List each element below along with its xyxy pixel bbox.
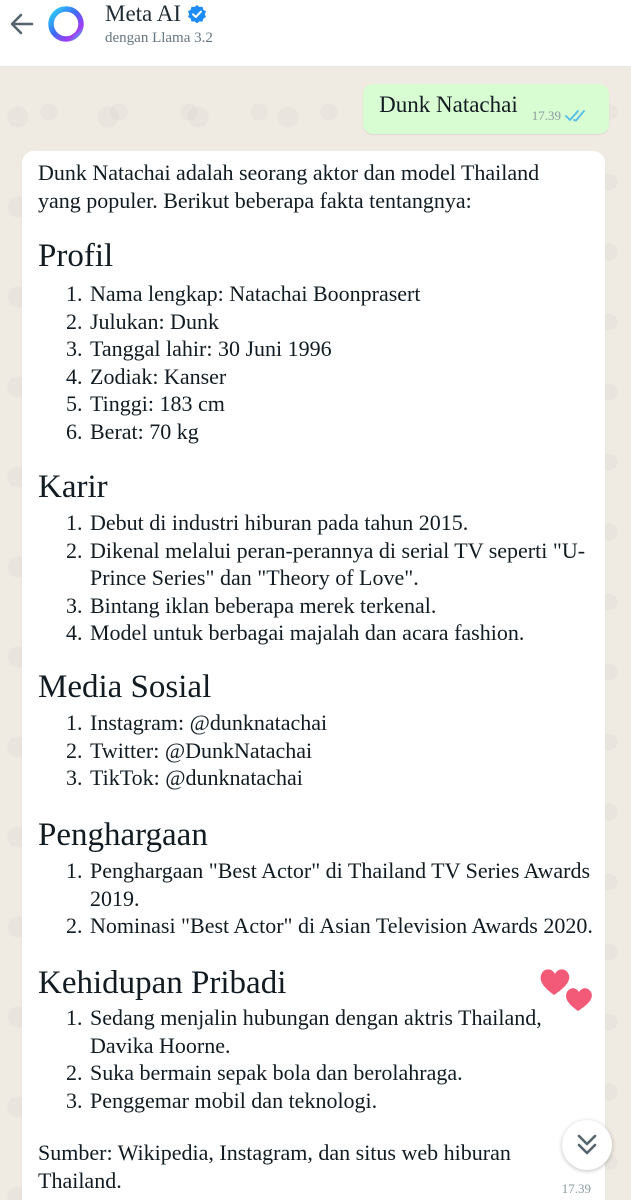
chat-subtitle: dengan Llama 3.2 xyxy=(105,30,213,46)
section-heading-media-sosial: Media Sosial xyxy=(38,669,212,705)
chat-header xyxy=(0,0,631,67)
list-item: 2. Dikenal melalui peran-perannya di serial TV seperti "U-Prince Series" dan "Theory of Love". xyxy=(88,537,598,592)
list-item: 4. Zodiak: Kanser xyxy=(88,363,598,391)
outgoing-meta xyxy=(532,108,591,124)
chat-title: Meta AI xyxy=(105,1,182,26)
list-item: 1. Debut di industri hiburan pada tahun 2015. xyxy=(88,509,598,537)
list-karir xyxy=(38,509,598,647)
list-profil xyxy=(38,280,598,445)
title-row[interactable] xyxy=(105,0,207,28)
list-item: 1. Penghargaan "Best Actor" di Thailand TV Series Awards 2019. xyxy=(88,857,598,912)
list-item: 6. Berat: 70 kg xyxy=(88,418,598,446)
list-item: 1. Sedang menjalin hubungan dengan aktris Thailand, Davika Hoorne. xyxy=(88,1004,598,1059)
double-chevron-down-icon xyxy=(575,1132,599,1158)
list-item: 2. Suka bermain sepak bola dan berolahraga. xyxy=(88,1059,598,1087)
intro-text: Dunk Natachai adalah seorang aktor dan model Thailand yang populer. Berikut beberapa fakta tentangnya: xyxy=(38,160,540,213)
list-item: 2. Twitter: @DunkNatachai xyxy=(88,737,598,765)
list-item: 1. Nama lengkap: Natachai Boonprasert xyxy=(88,280,598,308)
list-item: 5. Tinggi: 183 cm xyxy=(88,390,598,418)
section-heading-karir: Karir xyxy=(38,469,108,505)
back-arrow-icon[interactable] xyxy=(8,10,36,38)
list-item: 3. Tanggal lahir: 30 Juni 1996 xyxy=(88,335,598,363)
meta-ai-avatar[interactable] xyxy=(46,4,86,44)
scroll-down-button[interactable] xyxy=(562,1120,612,1170)
list-item: 4. Model untuk berbagai majalah dan acara fashion. xyxy=(88,619,598,647)
outgoing-message[interactable] xyxy=(363,84,609,134)
outgoing-message-text: Dunk Natachai xyxy=(379,92,518,117)
outgoing-time: 17.39 xyxy=(531,108,561,123)
list-item: 3. Bintang iklan beberapa merek terkenal. xyxy=(88,592,598,620)
list-penghargaan xyxy=(38,857,598,940)
incoming-message[interactable] xyxy=(22,151,605,1200)
verified-badge-icon xyxy=(187,4,207,24)
source-text: Sumber: Wikipedia, Instagram, dan situs web hiburan Thailand. xyxy=(38,1140,511,1193)
incoming-time: 17.39 xyxy=(561,1181,591,1196)
list-kehidupan-pribadi xyxy=(38,1004,598,1114)
list-item: 3. Penggemar mobil dan teknologi. xyxy=(88,1087,598,1115)
section-heading-penghargaan: Penghargaan xyxy=(38,817,208,853)
hearts-reaction-icon[interactable] xyxy=(538,965,598,1015)
section-heading-kehidupan-pribadi: Kehidupan Pribadi xyxy=(38,965,287,1001)
list-item: 2. Nominasi "Best Actor" di Asian Television Awards 2020. xyxy=(88,912,598,940)
list-item: 2. Julukan: Dunk xyxy=(88,308,598,336)
section-heading-profil: Profil xyxy=(38,238,114,274)
double-check-icon xyxy=(565,109,591,123)
list-item: 3. TikTok: @dunknatachai xyxy=(88,764,598,792)
list-media-sosial xyxy=(38,709,598,792)
list-item: 1. Instagram: @dunknatachai xyxy=(88,709,598,737)
